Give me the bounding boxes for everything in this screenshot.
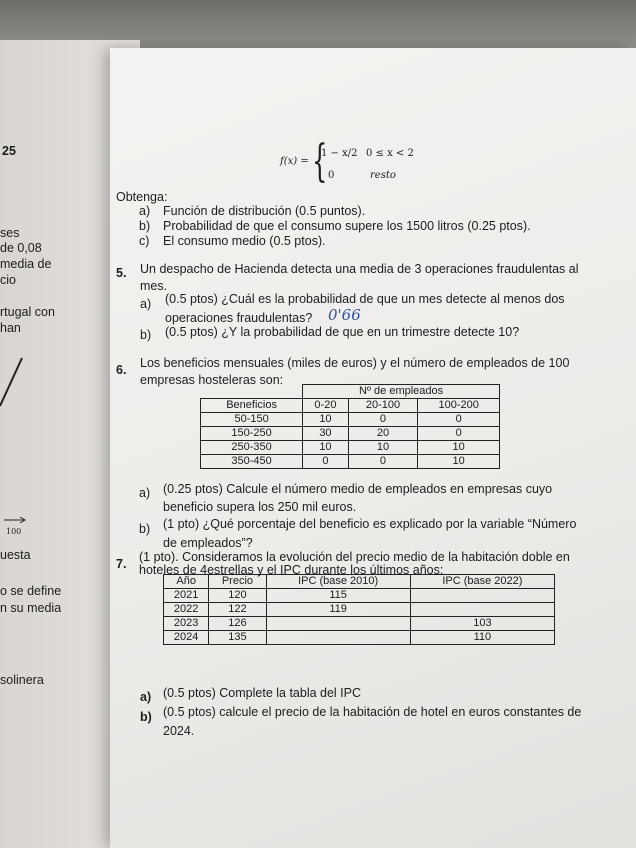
table-column-header: IPC (base 2010) <box>266 575 410 589</box>
table-cell: 0 <box>418 413 500 427</box>
formula-case2-expr: 0 <box>328 170 335 181</box>
table-row <box>201 399 500 413</box>
brace-icon: { <box>312 136 328 187</box>
table-cell <box>410 589 554 603</box>
table-cell: 115 <box>266 589 410 603</box>
table-row <box>164 631 555 645</box>
table-cell: 350-450 <box>201 455 303 469</box>
item-letter: c) <box>139 234 150 248</box>
q7-b-line2: 2024. <box>163 724 195 738</box>
table-cell <box>266 631 410 645</box>
employees-table <box>200 384 500 469</box>
formula-case2-cond: resto <box>370 170 396 181</box>
item-letter: b) <box>139 522 151 536</box>
q5-b-text: (0.5 ptos) ¿Y la probabilidad de que en un trimestre detecte 10? <box>165 325 520 339</box>
formula-case1-cond: 0 ≤ x < 2 <box>366 148 414 159</box>
table-column-header: Año <box>164 575 209 589</box>
table-cell: 119 <box>266 603 410 617</box>
left-fragment: solinera <box>0 673 44 687</box>
table-cell: 10 <box>348 441 418 455</box>
q5-a-line1: (0.5 ptos) ¿Cuál es la probabilidad de que un mes detecte al menos dos <box>165 292 565 306</box>
left-fragment: rtugal con <box>0 305 55 319</box>
table-row <box>164 603 555 617</box>
diagonal-line-icon <box>0 356 24 408</box>
left-fragment: de 0,08 <box>0 241 42 255</box>
item-letter: a) <box>140 297 152 311</box>
table-cell: 126 <box>209 617 266 631</box>
left-fragment: cio <box>0 273 16 287</box>
item-letter: a) <box>139 204 151 218</box>
q5-line2: mes. <box>140 279 168 293</box>
left-fragment: media de <box>0 257 52 271</box>
q6-b-line1: (1 pto) ¿Qué porcentaje del beneficio es explicado por la variable “Número <box>163 517 577 531</box>
table-cell: 10 <box>418 455 500 469</box>
table-cell: 2024 <box>164 631 209 645</box>
item-letter: a) <box>140 690 152 704</box>
table-column-header: 20-100 <box>348 399 418 413</box>
table-cell <box>266 617 410 631</box>
table-row <box>164 589 555 603</box>
q6-b-line2: de empleados”? <box>163 536 253 550</box>
table-cell: 10 <box>303 441 348 455</box>
q7-line2: hoteles de 4estrellas y el IPC durante los últimos años: <box>139 563 444 577</box>
formula-lhs: f(x) = <box>280 156 309 167</box>
item-letter: b) <box>139 219 151 233</box>
q6-line1: Los beneficios mensuales (miles de euros) y el número de empleados de 100 <box>140 356 570 370</box>
table-cell: 0 <box>348 455 418 469</box>
table-cell: 0 <box>348 413 418 427</box>
table-column-header: Precio <box>209 575 266 589</box>
table-row <box>201 455 500 469</box>
left-fragment: han <box>0 321 21 335</box>
table-cell: 250-350 <box>201 441 303 455</box>
table-group-header: Nº de empleados <box>303 385 500 399</box>
left-fragment: uesta <box>0 548 31 562</box>
table-cell: 103 <box>410 617 554 631</box>
table-cell: 10 <box>303 413 348 427</box>
q7-b-line1: (0.5 ptos) calcule el precio de la habitación de hotel en euros constantes de <box>163 705 582 719</box>
question-number: 6. <box>116 363 127 377</box>
left-fragment: 100 <box>6 527 22 536</box>
ipc-table <box>163 574 555 645</box>
table-row <box>201 385 500 399</box>
table-column-header: 100-200 <box>418 399 500 413</box>
item-letter: a) <box>139 486 151 500</box>
table-cell: 0 <box>303 455 348 469</box>
q5-a-line2: operaciones fraudulentas? <box>165 311 313 325</box>
table-cell <box>410 603 554 617</box>
vector-arrow-icon <box>4 516 28 524</box>
table-cell: 2023 <box>164 617 209 631</box>
formula-case1-expr: 1 − x/2 <box>321 148 358 159</box>
handwritten-answer: 0'66 <box>328 306 361 324</box>
q7-a-text: (0.5 ptos) Complete la tabla del IPC <box>163 686 362 700</box>
left-fragment: o se define <box>0 584 62 598</box>
table-cell: 135 <box>209 631 266 645</box>
table-cell: 20 <box>348 427 418 441</box>
table-cell: 122 <box>209 603 266 617</box>
table-cell: 2022 <box>164 603 209 617</box>
table-cell: 30 <box>303 427 348 441</box>
table-column-header: IPC (base 2022) <box>410 575 554 589</box>
table-cell: 10 <box>418 441 500 455</box>
table-row <box>164 617 555 631</box>
question-number: 5. <box>116 266 127 280</box>
left-fragment: n su media <box>0 601 62 615</box>
q7-line1: (1 pto). Consideramos la evolución del precio medio de la habitación doble en <box>139 550 570 564</box>
left-fragment: ses <box>0 226 20 240</box>
table-cell: 150-250 <box>201 427 303 441</box>
table-row <box>201 427 500 441</box>
item-letter: b) <box>140 710 152 724</box>
obtenga-label: Obtenga: <box>116 190 168 204</box>
table-cell: 0 <box>418 427 500 441</box>
table-row <box>201 441 500 455</box>
q6-a-line2: beneficio supera los 250 mil euros. <box>163 500 357 514</box>
table-cell: 50-150 <box>201 413 303 427</box>
table-column-header: 0-20 <box>303 399 348 413</box>
table-row-header: Beneficios <box>201 399 303 413</box>
item-text: Función de distribución (0.5 puntos). <box>163 204 366 218</box>
item-text: Probabilidad de que el consumo supere los 1500 litros (0.25 ptos). <box>163 219 531 233</box>
q5-line1: Un despacho de Hacienda detecta una media de 3 operaciones fraudulentas al <box>140 262 579 276</box>
question-number: 7. <box>116 557 127 571</box>
table-cell: 110 <box>410 631 554 645</box>
table-cell: 2021 <box>164 589 209 603</box>
q6-a-line1: (0.25 ptos) Calcule el número medio de empleados en empresas cuyo <box>163 482 553 496</box>
item-text: El consumo medio (0.5 ptos). <box>163 234 326 248</box>
left-fragment: 25 <box>2 144 16 158</box>
item-letter: b) <box>140 328 152 342</box>
table-row <box>201 413 500 427</box>
table-row <box>164 575 555 589</box>
table-cell: 120 <box>209 589 266 603</box>
q6-line2: empresas hosteleras son: <box>140 373 284 387</box>
